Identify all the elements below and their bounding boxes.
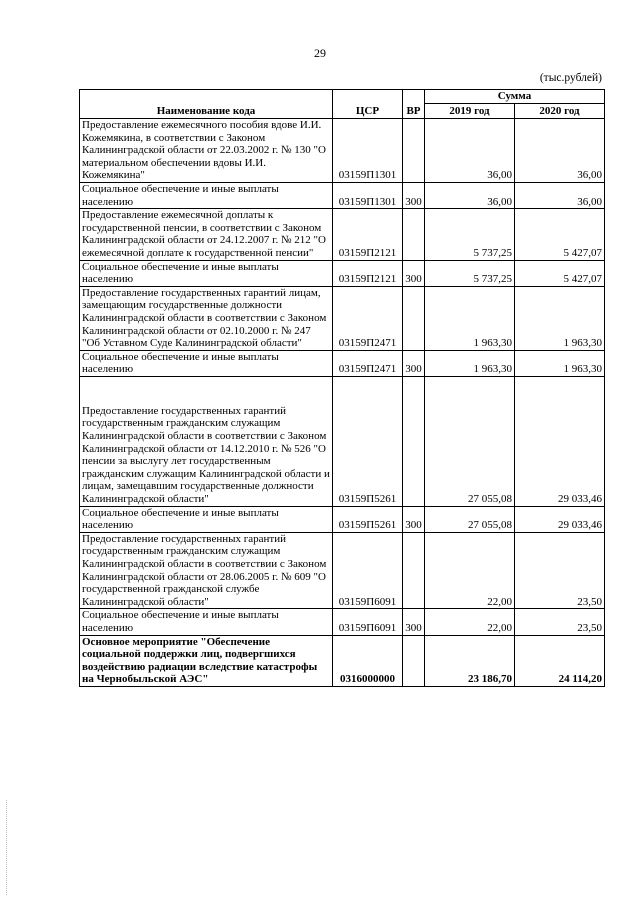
row-2019: 1 963,30 <box>425 286 515 350</box>
row-2020: 36,00 <box>515 182 605 208</box>
row-2020: 36,00 <box>515 119 605 183</box>
table-row <box>80 209 605 260</box>
row-2019: 23 186,70 <box>425 635 515 686</box>
table-row <box>80 506 605 532</box>
row-csr: 03159П6091 <box>333 532 403 609</box>
row-vr <box>403 209 425 260</box>
header-2019: 2019 год <box>425 104 515 119</box>
row-vr <box>403 376 425 506</box>
row-vr: 300 <box>403 609 425 635</box>
row-vr <box>403 119 425 183</box>
row-2020: 23,50 <box>515 609 605 635</box>
row-csr: 03159П2471 <box>333 286 403 350</box>
row-csr: 03159П1301 <box>333 119 403 183</box>
row-name: Предоставление государственных гарантий лицам, замещающим государственные должности Калининградской области в соответствии с Законом Калининградской области от 02.10.2000 г. № 247 "Об Уставном Суде Калининградской области" <box>80 286 333 350</box>
row-name: Предоставление ежемесячного пособия вдове И.И. Кожемякина, в соответствии с Законом Калининградской области от 22.03.2002 г. № 130 "О материальном обеспечении вдовы И.И. Кожемякина" <box>80 119 333 183</box>
row-2020: 5 427,07 <box>515 260 605 286</box>
row-vr <box>403 635 425 686</box>
header-csr: ЦСР <box>333 90 403 119</box>
row-name: Социальное обеспечение и иные выплаты населению <box>80 350 333 376</box>
row-csr: 03159П5261 <box>333 506 403 532</box>
row-name: Предоставление государственных гарантий государственным гражданским служащим Калининградской области в соответствии с Законом Калининградской области от 28.06.2005 г. № 609 "О государственной гражданской службе Калининградской области" <box>80 532 333 609</box>
row-csr: 03159П2471 <box>333 350 403 376</box>
page-number: 29 <box>314 46 326 60</box>
row-2019: 1 963,30 <box>425 350 515 376</box>
scan-margin-mark <box>6 800 8 895</box>
row-vr <box>403 286 425 350</box>
row-2019: 22,00 <box>425 609 515 635</box>
row-csr: 03159П1301 <box>333 182 403 208</box>
row-csr: 0316000000 <box>333 635 403 686</box>
row-name: Социальное обеспечение и иные выплаты населению <box>80 609 333 635</box>
row-csr: 03159П2121 <box>333 260 403 286</box>
row-2019: 5 737,25 <box>425 260 515 286</box>
row-vr: 300 <box>403 506 425 532</box>
row-2020: 23,50 <box>515 532 605 609</box>
row-csr: 03159П5261 <box>333 376 403 506</box>
row-name: Основное мероприятие "Обеспечение социальной поддержки лиц, подвергшихся воздействию радиации вследствие катастрофы на Чернобыльской АЭС" <box>80 635 333 686</box>
row-2019: 36,00 <box>425 119 515 183</box>
row-2019: 22,00 <box>425 532 515 609</box>
row-name: Предоставление ежемесячной доплаты к государственной пенсии, в соответствии с Законом Калининградской области от 24.12.2007 г. № 212 "О ежемесячной доплате к государственной пенсии" <box>80 209 333 260</box>
row-vr: 300 <box>403 260 425 286</box>
header-name: Наименование кода <box>80 90 333 119</box>
row-csr: 03159П2121 <box>333 209 403 260</box>
table-row <box>80 350 605 376</box>
row-2019: 27 055,08 <box>425 376 515 506</box>
table-row <box>80 119 605 183</box>
row-2020: 1 963,30 <box>515 286 605 350</box>
row-2020: 24 114,20 <box>515 635 605 686</box>
table-row <box>80 182 605 208</box>
table-row <box>80 286 605 350</box>
row-name: Социальное обеспечение и иные выплаты населению <box>80 182 333 208</box>
header-2020: 2020 год <box>515 104 605 119</box>
row-name: Социальное обеспечение и иные выплаты населению <box>80 506 333 532</box>
table-row <box>80 532 605 609</box>
header-sum: Сумма <box>425 90 605 104</box>
table-row <box>80 609 605 635</box>
row-vr: 300 <box>403 350 425 376</box>
table-row <box>80 260 605 286</box>
row-vr: 300 <box>403 182 425 208</box>
row-2020: 29 033,46 <box>515 506 605 532</box>
table-row <box>80 376 605 506</box>
row-name: Социальное обеспечение и иные выплаты населению <box>80 260 333 286</box>
row-csr: 03159П6091 <box>333 609 403 635</box>
row-2020: 29 033,46 <box>515 376 605 506</box>
row-name: Предоставление государственных гарантий государственным гражданским служащим Калининградской области в соответствии с Законом Калининградской области от 14.12.2010 г. № 526 "О пенсии за выслугу лет государственным гражданским служащим Калининградской области и лицам, замещавшим государственные должности Калининградской области" <box>80 376 333 506</box>
row-vr <box>403 532 425 609</box>
row-2020: 1 963,30 <box>515 350 605 376</box>
row-2019: 5 737,25 <box>425 209 515 260</box>
row-2019: 36,00 <box>425 182 515 208</box>
budget-table <box>79 89 605 687</box>
header-vr: ВР <box>403 90 425 119</box>
row-2019: 27 055,08 <box>425 506 515 532</box>
row-2020: 5 427,07 <box>515 209 605 260</box>
units-label: (тыс.рублей) <box>539 72 602 84</box>
table-row <box>80 635 605 686</box>
